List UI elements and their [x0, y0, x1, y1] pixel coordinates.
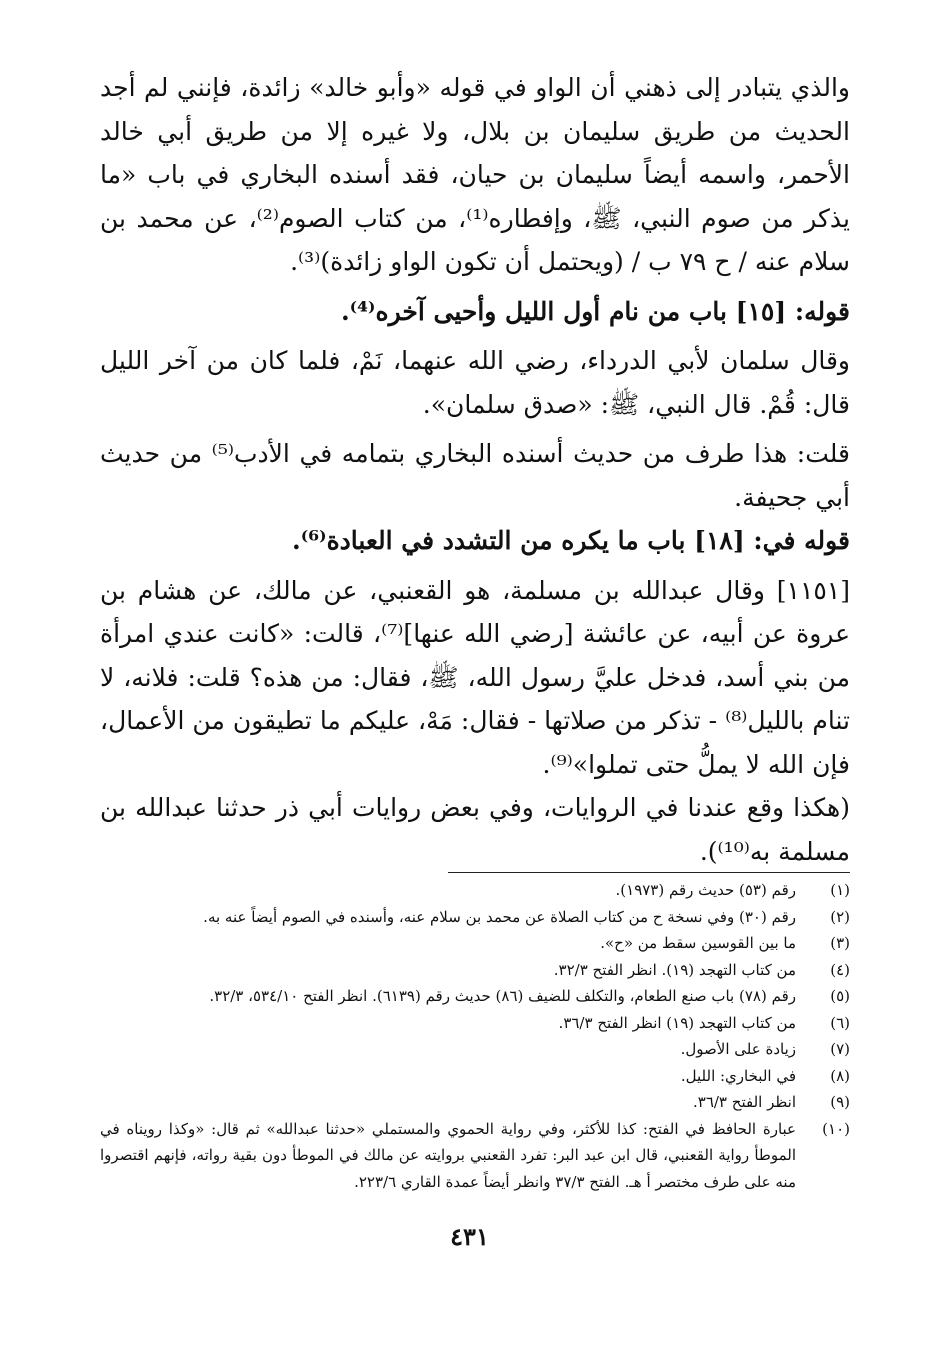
footnote-number: (٦) [830, 1013, 850, 1032]
paragraph-salman-quote: وقال سلمان لأبي الدرداء، رضي الله عنهما، نَمْ، فلما كان من آخر الليل قال: قُمْ. قال النبي، ﷺ: «صدق سلمان». [100, 346, 850, 419]
paragraph-commentary-3: (هكذا وقع عندنا في الروايات، وفي بعض روايات أبي ذر حدثنا عبدالله بن مسلمة به⁽¹⁰⁾). [100, 793, 850, 866]
footnote-number: (٧) [830, 1040, 850, 1058]
footnote-number: (٢) [830, 907, 850, 926]
footnotes [100, 877, 850, 1195]
footnote-text: في البخاري: الليل. [680, 1066, 796, 1085]
paragraph-hadith-1151: [١١٥١] وقال عبدالله بن مسلمة، هو القعنبي، عن مالك، عن هشام بن عروة عن أبيه، عن عائشة [رضي الله عنها]⁽⁷⁾، قالت: «كانت عندي امرأة من بني أسد، فدخل عليَّ رسول الله، ﷺ، فقال: من هذه؟ قلت: فلانه، لا تنام بالليل⁽⁸⁾ - تذكر من صلاتها - فقال: مَهْ، عليكم ما تطيقون من الأعمال، فإن الله لا يملُّ حتى تملوا»⁽⁹⁾. [100, 575, 850, 779]
footnote-number: (٥) [830, 987, 850, 1005]
paragraph-commentary-2: قلت: هذا طرف من حديث أسنده البخاري بتمامه في الأدب⁽⁵⁾ من حديث أبي جحيفة. [100, 439, 850, 512]
footnote [100, 983, 850, 1010]
footnote-text: من كتاب التهجد (١٩) انظر الفتح ٣٦/٣. [558, 1013, 796, 1032]
footnote-text: من كتاب التهجد (١٩). انظر الفتح ٣٢/٣. [553, 960, 796, 979]
footnote [100, 1010, 850, 1037]
footnote [100, 1063, 850, 1090]
paragraph-commentary-1: والذي يتبادر إلى ذهني أن الواو في قوله «وأبو خالد» زائدة، فإنني لم أجد الحديث من طريق سليمان بن بلال، ولا غيره إلا من طريق أبي خالد الأحمر، واسمه أيضاً سليمان بن حيان، فقد أسنده البخاري في باب «ما يذكر من صوم النبي، ﷺ، وإفطاره⁽¹⁾، من كتاب الصوم⁽²⁾، عن محمد بن سلام عنه / ح ٧٩ ب / (ويحتمل أن تكون الواو زائدة)⁽³⁾. [100, 73, 850, 276]
page-number: ٤٣١ [450, 1222, 489, 1251]
footnote [100, 877, 850, 904]
footnote [100, 957, 850, 984]
footnote [100, 904, 850, 931]
footnote-number: (١) [830, 881, 850, 899]
chapter-heading-18: قوله في: [١٨] باب ما يكره من التشدد في العبادة⁽⁶⁾. [292, 526, 850, 555]
footnote-number: (٩) [830, 1093, 850, 1111]
footnote-text: رقم (٧٨) باب صنع الطعام، والتكلف للضيف (٨٦) حديث رقم (٦١٣٩). انظر الفتح ٥٣٤/١٠، ٣٢/٣. [209, 987, 796, 1005]
footnote-text: رقم (٥٣) حديث رقم (١٩٧٣). [615, 881, 796, 899]
footnote-divider [448, 872, 850, 873]
footnote-number: (١٠) [822, 1119, 850, 1138]
chapter-heading-15: قوله: [١٥] باب من نام أول الليل وأحيى آخره⁽⁴⁾. [340, 296, 850, 326]
footnote-text: انظر الفتح ٣٦/٣. [692, 1093, 796, 1111]
footnote [100, 1036, 850, 1063]
footnote-number: (٨) [830, 1066, 850, 1085]
footnote [100, 1089, 850, 1116]
footnote-text: ما بين القوسين سقط من «ح». [600, 934, 796, 952]
footnote [100, 1116, 850, 1196]
footnote-text: زيادة على الأصول. [680, 1040, 796, 1058]
footnote-text: عبارة الحافظ في الفتح: كذا للأكثر، وفي رواية الحموي والمستملي «حدثنا عبدالله» ثم قال: «وكذا رويناه في الموطأ رواية القعنبي، قال ابن عبد البر: تفرد القعنبي بروايته عن مالك في الموطأ دون بقية رواته، فإنهم اقتصروا منه على طرف مختصر أ هـ. الفتح ٣٧/٣ وانظر أيضاً عمدة القاري ٢٢٣/٦. [100, 1119, 796, 1191]
footnote-number: (٣) [830, 934, 850, 952]
footnote-text: رقم (٣٠) وفي نسخة ح من كتاب الصلاة عن محمد بن سلام عنه، وأسنده في الصوم أيضاً عنه به. [203, 907, 796, 926]
footnote-number: (٤) [830, 960, 850, 979]
footnote [100, 930, 850, 957]
main-text [100, 66, 850, 873]
